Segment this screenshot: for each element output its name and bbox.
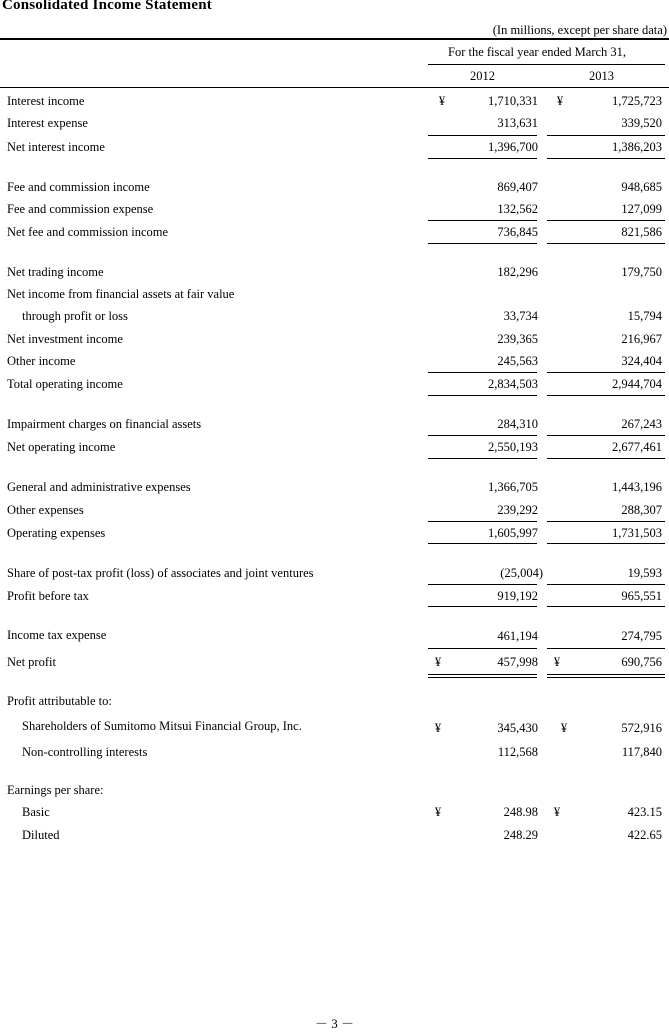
double-rule: [547, 677, 665, 678]
row-label: General and administrative expenses: [7, 480, 191, 494]
value-2013: 1,386,203: [612, 140, 662, 154]
table-row: [0, 745, 669, 763]
row-label: Net operating income: [7, 440, 116, 454]
value-2012: 239,292: [497, 503, 538, 517]
value-2013: 324,404: [621, 354, 662, 368]
row-label: Other expenses: [7, 503, 84, 517]
subtotal-rule: [428, 220, 537, 221]
value-2013: 288,307: [621, 503, 662, 517]
row-label: Fee and commission income: [7, 180, 150, 194]
value-2013: 117,840: [621, 745, 662, 759]
table-row: [0, 225, 669, 243]
row-label: Net interest income: [7, 140, 105, 154]
value-2012: 1,710,331: [488, 94, 538, 108]
value-2013: 216,967: [621, 332, 662, 346]
subtotal-rule: [547, 220, 665, 221]
table-row: [0, 503, 669, 521]
subtotal-rule: [547, 372, 665, 373]
currency-symbol: ¥: [434, 655, 442, 669]
row-label: Net trading income: [7, 265, 104, 279]
value-2012: 2,550,193: [488, 440, 538, 454]
value-2013: 127,099: [621, 202, 662, 216]
value-2012: 248.98: [503, 805, 538, 819]
period-header-rule: [428, 64, 665, 65]
row-label: Total operating income: [7, 377, 123, 391]
subtotal-rule: [547, 135, 665, 136]
table-row: [0, 140, 669, 158]
currency-symbol: ¥: [434, 805, 442, 819]
value-2012: 1,396,700: [488, 140, 538, 154]
subtotal-rule: [547, 458, 665, 459]
subtotal-rule: [428, 521, 537, 522]
value-2012: 1,605,997: [488, 526, 538, 540]
table-row: [0, 719, 669, 737]
value-2013: 948,685: [621, 180, 662, 194]
table-row: [0, 94, 669, 112]
value-2012: 461,194: [497, 629, 538, 643]
value-2012: 313,631: [497, 116, 538, 130]
currency-symbol: ¥: [556, 94, 564, 108]
table-row: [0, 440, 669, 458]
subtotal-rule: [547, 395, 665, 396]
double-rule: [428, 677, 537, 678]
row-label: Net investment income: [7, 332, 123, 346]
table-row: [0, 589, 669, 607]
row-label: Shareholders of Sumitomo Mitsui Financial Group, Inc.: [22, 719, 302, 733]
value-2012: 869,407: [497, 180, 538, 194]
statement-title: Consolidated Income Statement: [2, 0, 212, 13]
currency-symbol: ¥: [438, 94, 446, 108]
table-row: [0, 354, 669, 372]
subtotal-rule: [547, 543, 665, 544]
row-label: Share of post-tax profit (loss) of associates and joint ventures: [7, 566, 314, 580]
value-2012: 345,430: [497, 721, 538, 735]
value-2012: 33,734: [503, 309, 538, 323]
row-label: Operating expenses: [7, 526, 106, 540]
value-2013: 2,677,461: [612, 440, 662, 454]
table-row: [0, 377, 669, 395]
table-row: [0, 566, 669, 584]
value-2012: 182,296: [497, 265, 538, 279]
row-label: Non-controlling interests: [22, 745, 148, 759]
row-label: Net profit: [7, 655, 56, 669]
subtotal-rule: [547, 435, 665, 436]
subtotal-rule: [428, 648, 537, 649]
subtotal-rule: [428, 606, 537, 607]
row-label: Other income: [7, 354, 76, 368]
value-2013: 572,916: [621, 721, 662, 735]
row-label: Profit attributable to:: [7, 694, 112, 708]
table-row: [0, 655, 669, 673]
double-rule: [547, 674, 665, 675]
value-2012: 736,845: [497, 225, 538, 239]
value-2012: 284,310: [497, 417, 538, 431]
value-2012: 248.29: [503, 828, 538, 842]
period-header: For the fiscal year ended March 31,: [448, 45, 627, 59]
table-row: [0, 828, 669, 846]
table-row: [0, 805, 669, 823]
currency-symbol: ¥: [434, 721, 442, 735]
page-number: － 3 －: [314, 1016, 354, 1031]
value-2012: (25,004): [500, 566, 543, 580]
subtotal-rule: [428, 158, 537, 159]
currency-symbol: ¥: [560, 721, 568, 735]
value-2013: 965,551: [621, 589, 662, 603]
table-row: [0, 116, 669, 134]
row-label: Earnings per share:: [7, 783, 104, 797]
subtotal-rule: [547, 521, 665, 522]
value-2013: 422.65: [627, 828, 662, 842]
row-label: Income tax expense: [7, 628, 107, 642]
subtotal-rule: [428, 458, 537, 459]
value-2013: 1,731,503: [612, 526, 662, 540]
value-2012: 2,834,503: [488, 377, 538, 391]
value-2013: 1,443,196: [612, 480, 662, 494]
row-label: Net income from financial assets at fair value: [7, 287, 235, 301]
subtotal-rule: [428, 243, 537, 244]
value-2013: 274,795: [621, 629, 662, 643]
value-2012: 1,366,705: [488, 480, 538, 494]
table-row: [0, 694, 669, 712]
row-label: Basic: [22, 805, 50, 819]
subtotal-rule: [547, 648, 665, 649]
table-row: [0, 309, 669, 327]
value-2013: 821,586: [621, 225, 662, 239]
table-row: [0, 287, 669, 305]
currency-symbol: ¥: [553, 655, 561, 669]
value-2013: 2,944,704: [612, 377, 662, 391]
row-label: Net fee and commission income: [7, 225, 169, 239]
row-label: Profit before tax: [7, 589, 89, 603]
top-rule: [0, 38, 669, 40]
value-2012: 239,365: [497, 332, 538, 346]
table-row: [0, 332, 669, 350]
row-label: through profit or loss: [22, 309, 128, 323]
row-label: Fee and commission expense: [7, 202, 154, 216]
row-label: Interest expense: [7, 116, 88, 130]
row-label: Diluted: [22, 828, 60, 842]
value-2012: 919,192: [497, 589, 538, 603]
value-2013: 339,520: [621, 116, 662, 130]
value-2012: 245,563: [497, 354, 538, 368]
value-2013: 179,750: [621, 265, 662, 279]
value-2013: 423.15: [627, 805, 662, 819]
table-row: [0, 265, 669, 283]
value-2013: 267,243: [621, 417, 662, 431]
row-label: Impairment charges on financial assets: [7, 417, 202, 431]
table-row: [0, 180, 669, 198]
value-2012: 112,568: [497, 745, 538, 759]
year-header-2012: 2012: [470, 69, 495, 83]
table-row: [0, 628, 669, 646]
value-2013: 1,725,723: [612, 94, 662, 108]
subtotal-rule: [547, 158, 665, 159]
value-2012: 132,562: [497, 202, 538, 216]
table-row: [0, 480, 669, 498]
subtotal-rule: [428, 584, 537, 585]
subtotal-rule: [428, 372, 537, 373]
subtotal-rule: [428, 543, 537, 544]
table-row: [0, 783, 669, 801]
value-2013: 19,593: [627, 566, 662, 580]
currency-symbol: ¥: [553, 805, 561, 819]
subtotal-rule: [547, 606, 665, 607]
header-bottom-rule: [0, 87, 669, 88]
value-2013: 690,756: [621, 655, 662, 669]
year-header-2013: 2013: [589, 69, 614, 83]
double-rule: [428, 674, 537, 675]
units-note: (In millions, except per share data): [492, 23, 667, 37]
subtotal-rule: [547, 584, 665, 585]
subtotal-rule: [428, 395, 537, 396]
subtotal-rule: [547, 243, 665, 244]
row-label: Interest income: [7, 94, 85, 108]
table-row: [0, 526, 669, 544]
subtotal-rule: [428, 435, 537, 436]
subtotal-rule: [428, 135, 537, 136]
table-row: [0, 202, 669, 220]
value-2012: 457,998: [497, 655, 538, 669]
table-row: [0, 417, 669, 435]
value-2013: 15,794: [627, 309, 662, 323]
